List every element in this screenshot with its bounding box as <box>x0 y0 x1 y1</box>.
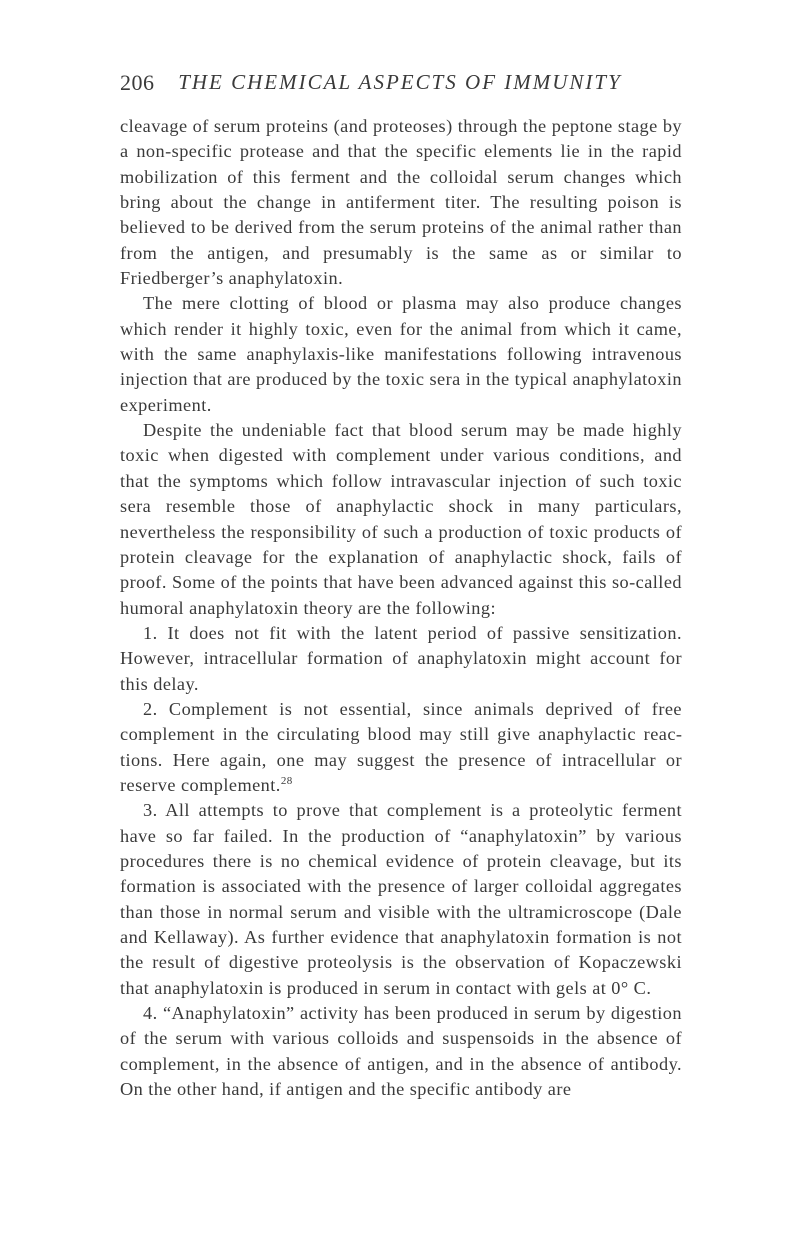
list-item-2: 2. Complement is not essential, since animals deprived of free complement in the circulating blood may still give anaphylactic reactions. Here again, one may suggest the presence of intracellular or reserve complement.$^{28}$ <box>120 698 682 795</box>
list-item-1: 1. It does not fit with the latent period of passive sensitization. However, intracellular formation of anaphylatoxin might account for this delay. <box>120 622 682 694</box>
page-header <box>120 70 680 100</box>
list-item-3: 3. All attempts to prove that complement is a proteolytic ferment have so far failed. In the production of “anaphylatoxin” by various procedures there is no chemical evidence of protein cleavage, but its formation is associated with the presence of larger colloidal aggregates than those in normal serum and visible with the ultramicroscope (Dale and Kellaway). As further evidence that anaphylatoxin formation is not the result of digestive proteolysis is the observation of Kopaczewski that anaphylatoxin is produced in serum in contact with gels at 0° C. <box>120 800 682 998</box>
body-text <box>120 114 682 1102</box>
paragraph-continuation: cleavage of serum proteins (and proteoses) through the peptone stage by a non-specific protease and that the specific elements lie in the rapid mobilization of this ferment and the colloidal serum changes which bring about the change in antiferment titer. The resulting poison is believed to be derived from the serum proteins of the animal rather than from the antigen, and presumably is the same as or similar to Friedberger’s anaphylatoxin. <box>120 116 682 289</box>
paragraph-clotting: The mere clotting of blood or plasma may also produce changes which render it highly toxic, even for the animal from which it came, with the same anaphylaxis-like manifestations following intravenous injection that are produced by the toxic sera in the typical anaphylatoxin experiment. <box>120 293 682 415</box>
page-number: 206 <box>120 70 155 95</box>
paragraph-despite: Despite the undeniable fact that blood serum may be made highly toxic when digested with complement under various conditions, and that the symptoms which follow intravascular injection of such toxic sera resemble those of anaphylactic shock in many particulars, nevertheless the responsibility of such a production of toxic products of protein cleavage for the explanation of anaphylactic shock, fails of proof. Some of the points that have been advanced against this so-called humoral anaphylatoxin theory are the following: <box>120 420 682 618</box>
footnote-ref-28[interactable]: 28 <box>280 774 293 787</box>
running-title: THE CHEMICAL ASPECTS OF IMMUNITY <box>178 70 622 94</box>
list-item-4: 4. “Anaphylatoxin” activity has been produced in serum by digestion of the serum with various colloids and suspensoids in the absence of complement, in the absence of antigen, and in the absence of antibody. On the other hand, if antigen and the specific antibody are <box>120 1003 682 1100</box>
